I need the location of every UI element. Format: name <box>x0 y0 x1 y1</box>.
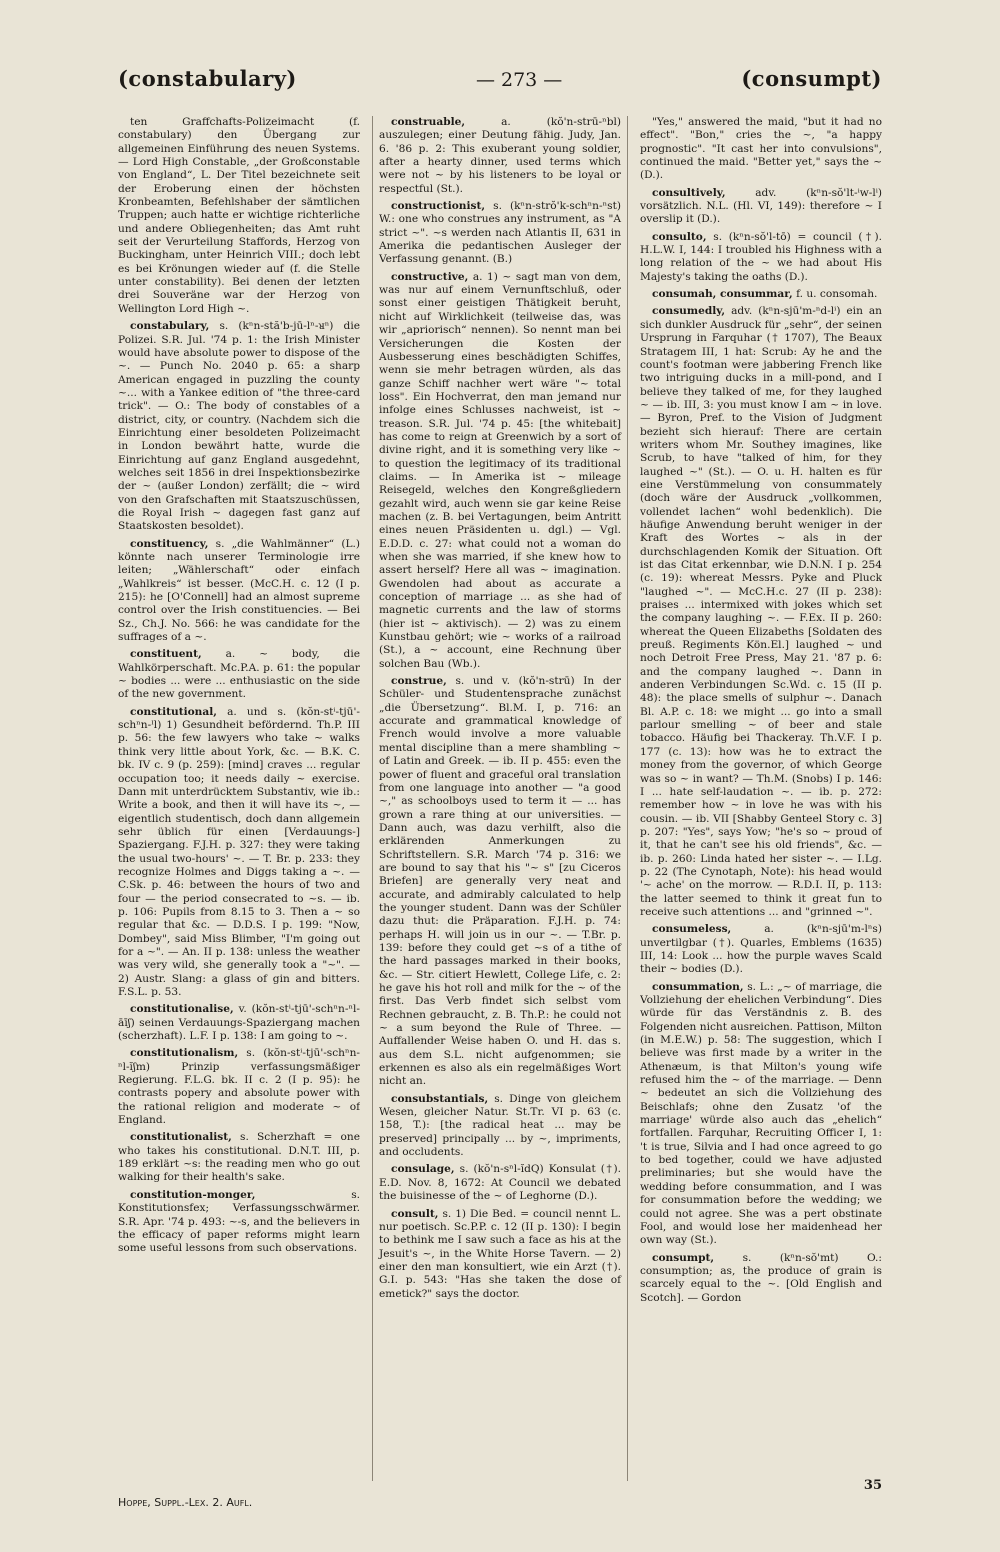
printer-signature <box>118 1496 252 1509</box>
entry-text: s. L.: „~ of marriage, die Vollziehung der ehelichen Verbindung“. Dies würde für das Verständnis z. B. des Folgenden nicht ausreichen. Pattison, Milton (in M.E.W.) p. 58: The suggestion, which I believe was first made by a writer in the Athenæum, is that Milton's young wife refused him the ~ of the marriage. — Denn ~ bedeutet an sich die Vollziehung des Beischlafs; ohne den Zusatz 'of the marriage' würde also auch das „ehelich“ fortfallen. Farquhar, Recruiting Officer I, 1: 't is true, Silvia and I had once agreed to go to bed together, could we have adjusted preliminaries; but she would have the wedding before consummation, and I was for consummation before the wedding; we could not agree. She was a pert obstinate Fool, and would lose her maidenhead her own way (St.). <box>640 980 882 1247</box>
column-middle <box>372 116 628 1481</box>
dictionary-entry <box>379 271 621 671</box>
entry-text: s. (kⁿn-sŏ'l-tō) = council (†). H.L.W. I, 144: I troubled his Highness with a long relation of the ~ we had about His Majesty's taking the oaths (D.). <box>640 230 882 283</box>
entry-headword: constabulary, <box>130 320 210 333</box>
sheet-mark: 35 <box>863 1478 882 1493</box>
entry-headword: construable, <box>391 116 466 128</box>
entry-headword: constitution-monger, <box>130 1188 256 1201</box>
page-header <box>118 66 882 100</box>
dictionary-entry <box>640 305 882 919</box>
entry-headword: consumah, consummar, <box>652 288 793 301</box>
entry-text: ten Graffchafts-Polizeimacht (f. constabulary) den Übergang zur allgemeinen Einführung des neuen Systems. — Lord High Constable, „der Großconstable von England“, L. Der Titel bezeichnete seit der Eroberung einen der höchsten Kronbeamten, Befehlshaber der sämtlichen Truppen; auch hatte er wichtige richterliche und andere Obliegenheiten; das Amt ruht seit der Verurteilung Staffords, Herzog von Buckingham, unter Heinrich VIII.; doch lebt es bei Krönungen wieder auf (f. die Stelle unter constability). Bei denen der letzten drei Souveräne war der Herzog von Wellington Lord High ~. <box>118 116 360 315</box>
entry-headword: consumedly, <box>652 305 726 318</box>
entry-text: s. (kⁿn-stă'b-jū-lⁿ-ᴚⁿ) die Polizei. S.R. Jul. '74 p. 1: the Irish Minister would have absolute power to dispose of the ~. — Punch No. 2040 p. 65: a sharp American engaged in puzzling the county ~... with a Yankee edition of "the three-card trick". — O.: The body of constables of a district, city, or country. (Nachdem sich die Einrichtung einer besoldeten Polizeimacht in London bewährt hatte, wurde die Einrichtung auf ganz England ausgedehnt, welches seit 1856 in drei Inspektionsbezirke der ~ (außer London) zerfällt; die ~ wird von den Grafschaften mit Staatszuschüssen, die Royal Irish ~ dagegen fast ganz auf Staatskosten besoldet). <box>118 320 360 533</box>
entry-text: s. (kŏ'n-sⁿl-ĭdQ) Konsulat (†). E.D. Nov. 8, 1672: At Council we debated the buisinesse of the ~ of Leghorne (D.). <box>379 1163 622 1203</box>
dictionary-entry <box>640 981 882 1248</box>
entry-text: f. u. consomah. <box>796 288 878 301</box>
entry-headword: constructionist, <box>391 200 486 213</box>
entry-headword: constituency, <box>130 537 209 550</box>
dictionary-entry <box>640 288 882 301</box>
entry-text: a. (kⁿn-sjū'm-lⁿs) unvertilgbar (†). Quarles, Emblems (1635) III, 14: Look ... how the purple waves Scald their ~ bodies (D.). <box>640 923 882 976</box>
dictionary-entry <box>118 648 360 701</box>
entry-headword: consulage, <box>391 1163 455 1176</box>
entry-text: s. 1) Die Bed. = council nennt L. nur poetisch. Sc.P.P. c. 12 (II p. 130): I begin to bethink me I saw such a face as his at the Jesuit's ~, in the White Horse Tavern. — 2) einer den man konsultiert, wie ein Arzt (†). G.I. p. 543: "Has she taken the dose of emetick?" says the doctor. <box>379 1207 622 1300</box>
signature-text: Hoppe, Suppl.-Lex. 2. Aufl. <box>118 1496 253 1509</box>
dictionary-entry <box>640 923 882 976</box>
dictionary-entry <box>640 116 882 183</box>
entry-text: v. (kŏn-stⁱ-tjū'-schⁿn-ⁿl-āīʃ) seinen Verdauungs-Spaziergang machen (scherzhaft). L.F. I p. 138: I am going to ~. <box>118 1003 360 1043</box>
entry-text: a. ~ body, die Wahlkörperschaft. Mc.P.A. p. 61: the popular ~ bodies ... were ... enthusiastic on the side of the new government. <box>118 648 360 701</box>
dictionary-entry <box>640 231 882 284</box>
entry-headword: consult, <box>391 1207 439 1220</box>
entry-headword: constitutionalism, <box>130 1047 239 1060</box>
dictionary-entry <box>379 675 621 1089</box>
dictionary-entry <box>118 538 360 645</box>
dictionary-entry <box>379 1208 621 1301</box>
dictionary-entry <box>118 320 360 534</box>
dictionary-entry <box>379 1093 621 1160</box>
column-right <box>640 116 882 1481</box>
entry-text: a. (kŏ'n-strū-ⁿbl) auszulegen; einer Deutung fähig. Judy, Jan. 6. '86 p. 2: This exuberant young soldier, after a hearty dinner, used terms which were not ~ by his listeners to be loyal or respectful (St.). <box>379 116 621 195</box>
entry-headword: consumpt, <box>652 1251 715 1264</box>
entry-headword: construe, <box>391 675 447 688</box>
entry-headword: consultively, <box>652 186 726 199</box>
dictionary-entry <box>118 706 360 1000</box>
entry-text: s. (kŏn-stⁱ-tjū'-schⁿn-ⁿl-ĭʃm) Prinzip verfassungsmäßiger Regierung. F.L.G. bk. II c. 2 (I p. 95): he contrasts popery and absolute power with the rational religion and moderate ~ of England. <box>118 1047 360 1127</box>
entry-headword: constitutionalist, <box>130 1131 232 1144</box>
entry-text: s. und v. (kŏ'n-strū) In der Schüler- und Studentensprache zunächst „die Übersetzung“. Bl.M. I, p. 716: an accurate and grammatical knowledge of French would involve a more valuable mental discipline than a mere shambling ~ of Latin and Greek. — ib. II p. 455: even the power of fluent and graceful oral translation from one language into another — "a good ~," as schoolboys used to term it — ... has grown a rare thing at our universities. — Dann auch, was dazu verhilft, also die erklärenden Anmerkungen zu Schriftstellern. S.R. March '74 p. 316: we are bound to say that his "~ s" [zu Ciceros Briefen] are generally very neat and accurate, and admirably calculated to help the younger student. Dann was der Schüler dazu thut: die Präparation. F.J.H. p. 74: perhaps H. will join us in our ~. — T.Br. p. 139: before they could get ~s of a tithe of the hard passages marked in their books, &c. — Str. citiert Hewlett, College Life, c. 2: he gave his hot roll and milk for the ~ of the first. Das Verb findet sich selbst vom Rechnen gebraucht, z. B. Th.P.: he could not ~ a sum beyond the Rule of Three. — Auffallender Weise haben O. und H. das s. aus dem S.L. nicht aufgenommen; sie erkennen es also als ein regelmäßiges Wort nicht an. <box>379 675 621 1088</box>
entry-text: s. (kⁿn-strŏ'k-schⁿn-ⁿst) W.: one who construes any instrument, as "A strict ~". ~s werden nach Atlantis II, 631 in Amerika die pedantischen Ausleger der Verfassung genannt. (B.) <box>379 200 621 266</box>
entry-text: s. Konstitutionsfex; Verfassungsschwärmer. S.R. Apr. '74 p. 493: ~-s, and the believers in the efficacy of paper reforms might learn some useful lessons from such observations. <box>118 1188 360 1255</box>
entry-text: s. „die Wahlmänner“ (L.) könnte nach unserer Terminologie irre leiten; „Wählerschaft“ oder einfach „Wahlkreis“ ist besser. (McC.H. c. 12 (I p. 215): he [O'Connell] had an almost supreme control over the Irish constituencies. — Bei Sz., Ch.J. No. 566: he was candidate for the suffrages of a ~. <box>118 537 360 644</box>
dictionary-entry <box>118 1131 360 1184</box>
entry-text: a. und s. (kŏn-stⁱ-tjū'-schⁿn-ᴵl) 1) Gesundheit befördernd. Th.P. III p. 56: the few lawyers who take ~ walks think very little about York, &c. — B.K. C. bk. IV c. 9 (p. 259): [mind] craves ... regular occupation too; it needs daily ~ exercise. Dann mit unterdrücktem Substantiv, wie ib.: Write a book, and then it will have its ~, — eigentlich studentisch, doch dann allgemein sehr üblich für einen [Verdauungs-] Spaziergang. F.J.H. p. 327: they were taking the usual two-hours' ~. — T. Br. p. 233: they recognize Holmes and Diggs taking a ~. — C.Sk. p. 46: between the hours of two and four — the period consecrated to ~s. — ib. p. 106: Pupils from 8.15 to 3. Then a ~ so regular that &c. — D.D.S. I p. 199: "Now, Dombey", said Miss Blimber, "I'm going out for a ~". — An. II p. 138: unless the weather was very wild, she generally took a "~". — 2) Austr. Slang: a glass of gin and bitters. F.S.L. p. 53. <box>118 705 360 998</box>
entry-headword: constitutionalise, <box>130 1003 234 1016</box>
entry-text: s. (kⁿn-sŏ'mt) O.: consumption; as, the produce of grain is scarcely equal to the ~. [Old English and Scotch]. — Gordon <box>640 1251 882 1304</box>
dictionary-entry <box>118 1189 360 1256</box>
dictionary-entry <box>118 116 360 316</box>
entry-text: s. Dinge von gleichem Wesen, gleicher Natur. St.Tr. VI p. 63 (c. 158, T.): [the radical heat ... may be preserved] principally ... by ~, impriments, and occludents. <box>379 1092 621 1159</box>
dictionary-entry <box>118 1003 360 1043</box>
entry-text: a. 1) ~ sagt man von dem, was nur auf einem Vernunftschluß, oder sonst einer geistigen Thätigkeit beruht, nicht auf Wirklichkeit (teilweise das, was wir „apriorisch“ nennen). So nennt man bei Versicherungen die Kosten der Ausbesserung eines beschädigten Schiffes, wenn sie mehr betragen würden, als das ganze Schiff nachher wert wäre "~ total loss". Ein Hochverrat, den man jemand nur infolge eines Schlusses nachweist, ist ~ treason. S.R. Jul. '74 p. 45: [the whitebait] has come to reign at Greenwich by a sort of divine right, and it is something very like ~ to question the legitimacy of its traditional claims. — In Amerika ist ~ mileage Reisegeld, welches den Kongreßgliedern gezahlt wird, auch wenn sie gar keine Reise machen (z. B. bei Vertagungen, beim Antritt eines neuen Präsidenten u. dgl.) — Vgl. E.D.D. c. 27: what could not a woman do when she was married, if she knew how to assert herself? Here all was ~ imagination. Gwendolen had about as accurate a conception of marriage ... as she had of magnetic currents and the law of storms (hier ist ~ aktivisch). — 2) was zu einem Kunstbau gehört; wie ~ works of a railroad (St.), a ~ account, eine Rechnung über solchen Bau (Wb.). <box>379 270 622 670</box>
column-left <box>118 116 360 1481</box>
text-columns <box>118 116 882 1481</box>
dictionary-entry <box>379 116 621 196</box>
entry-headword: consumeless, <box>652 923 732 936</box>
entry-headword: consubstantials, <box>391 1092 489 1105</box>
entry-text: s. Scherzhaft = one who takes his constitutional. D.N.T. III, p. 189 erklärt ~s: the reading men who go out walking for their health's sake. <box>118 1131 360 1184</box>
entry-text: adv. (kⁿn-sjū'm-ⁿd-lⁱ) ein an sich dunkler Ausdruck für „sehr“, der seinen Ursprung in Farquhar († 1707), The Beaux Stratagem III, 1 hat: Scrub: Ay he and the count's footman were jabbering French like two intriguing ducks in a mill-pond, and I believe they talked of me, for they laughed ~ — ib. III, 3: you must know I am ~ in love. — Byron, Pref. to the Vision of Judgment bezieht sich hierauf: There are certain writers whom Mr. Southey imagines, like Scrub, to have "talked of him, for they laughed ~" (St.). — O. u. H. halten es für eine Verstümmelung von consummately (doch wäre der Ausdruck „vollkommen, vollendet lachen“ wohl bedenklich). Die häufige Anwendung beruht weniger in der Kraft des Wortes ~ als in der durchschlagenden Komik der Situation. Oft ist das Citat erkennbar, wie D.N.N. I p. 254 (c. 19): whereat Messrs. Pyke and Pluck "laughed ~". — McC.H.c. 27 (II p. 238): praises ... intermixed with jokes which set the company laughing ~. — F.Ex. II p. 260: whereat the Queen Elizabeths [Soldaten des preuß. Regiments Kön.El.] laughed ~ und noch Detroit Free Press, May 21. '87 p. 6: and the company laughed ~. Dann in anderen Verbindungen Sc.Wd. c. 15 (II p. 48): the place smells of sulphur ~. Danach Bl. A.P. c. 18: we might ... go into a small parlour smelling ~ of beer and stale tobacco. Häufig bei Thackeray. Th.V.F. I p. 177 (c. 13): how was he to extract the money from the governor, of which George was so ~ in want? — Th.M. (Snobs) I p. 146: I ... hate self-laudation ~. — ib. p. 272: remember how ~ in love he was with his cousin. — ib. VII [Shabby Genteel Story c. 3] p. 207: "Yes", says Yow; "he's so ~ proud of it, that he can't see his old friends", &c. — ib. p. 260: Linda hated her sister ~. — I.Lg. p. 22 (The Cynotaph, Note): his head would '~ ache' on the morrow. — R.D.I. II, p. 113: the latter seemed to think it great fun to receive such attentions ... and "grinned ~". <box>640 305 882 918</box>
entry-headword: constructive, <box>391 270 469 283</box>
entry-text: adv. (kⁿn-sŏ'lt-ⁱw-lⁱ) vorsätzlich. N.L. (Hl. VI, 149): therefore ~ I overslip it (D.). <box>640 186 882 226</box>
entry-headword: constitutional, <box>130 705 217 718</box>
dictionary-entry <box>118 1047 360 1127</box>
entry-headword: consulto, <box>652 230 707 243</box>
entry-headword: constituent, <box>130 648 202 661</box>
header-right-guideword: (consumpt) <box>741 66 882 91</box>
header-page-number: — 273 — <box>475 69 563 91</box>
entry-headword: consummation, <box>652 980 744 993</box>
dictionary-entry <box>640 1252 882 1305</box>
dictionary-entry <box>379 200 621 267</box>
dictionary-entry <box>640 187 882 227</box>
dictionary-entry <box>379 1163 621 1203</box>
entry-text: "Yes," answered the maid, "but it had no effect". "Bon," cries the ~, "a happy prognostic". "It cast her into convulsions", continued the maid. "Better yet," says the ~ (D.). <box>640 116 882 182</box>
header-left-guideword: (constabulary) <box>118 66 297 91</box>
